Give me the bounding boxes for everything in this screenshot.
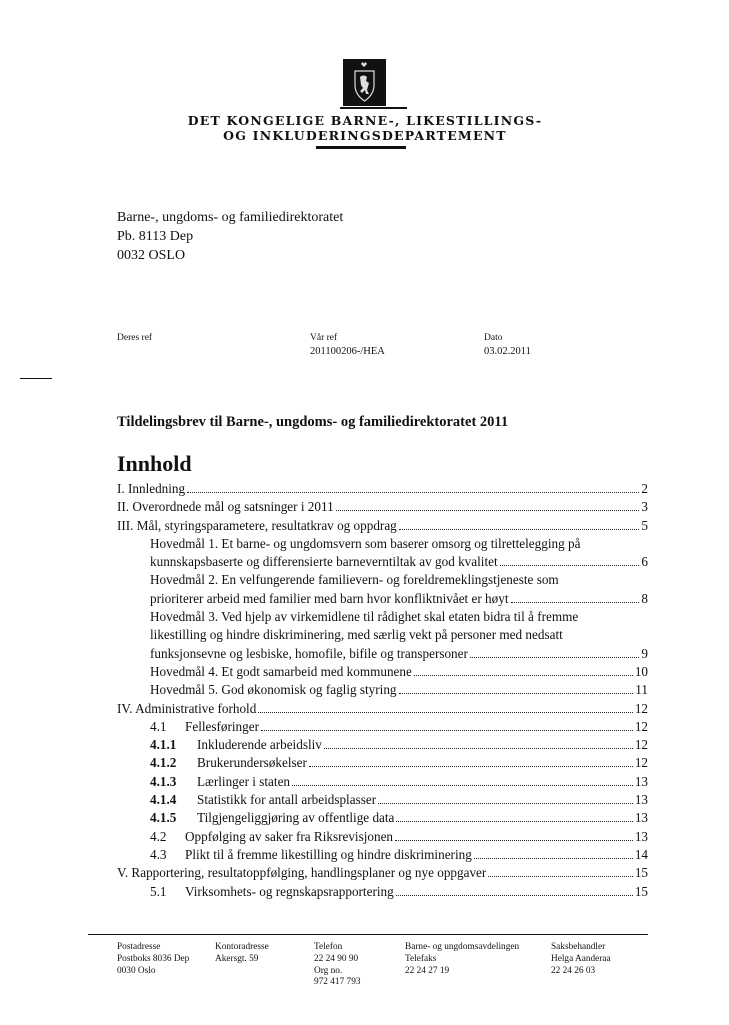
footer-avdeling [405,942,519,977]
toc-entry-page: 15 [634,865,648,881]
ministry-name [150,113,580,143]
toc-entry-text: Inkluderende arbeidsliv [197,737,322,753]
toc-entry-page: 3 [641,499,648,515]
toc-entry-5-1[interactable] [117,883,648,901]
footer-telefon [314,942,360,989]
header-rule-top [340,107,407,109]
toc-entry-text: Hovedmål 2. En velfungerende familievern- og foreldremeklingstjeneste som [150,572,559,588]
toc-entry-text: Virksomhets- og regnskapsrapportering [185,883,394,899]
toc-entry-text-cont: funksjonsevne og lesbiske, homofile, bifile og transpersoner [150,645,468,661]
toc-entry[interactable] [117,480,648,498]
toc-entry-4-3[interactable] [117,846,648,864]
fold-mark [20,378,52,379]
ministry-line-1: DET KONGELIGE BARNE-, LIKESTILLINGS- [187,113,543,128]
toc-entry[interactable] [117,498,648,516]
toc-entry-page: 5 [641,517,648,533]
toc-entry-text: Statistikk for antall arbeidsplasser [197,792,377,808]
footer-value: 0030 Oslo [117,965,156,976]
toc-entry-text: Brukerundersøkelser [197,755,307,771]
footer-value: 22 24 27 19 [405,965,450,976]
footer-value: Postboks 8036 Dep [117,953,190,964]
toc-entry-4-1-3[interactable] [117,773,648,791]
toc-entry-text: III. Mål, styringsparametere, resultatkrav og oppdrag [117,517,397,533]
recipient-city: 0032 OSLO [117,248,186,263]
toc-entry-number: 4.1.1 [150,737,177,753]
toc-entry-page: 13 [634,828,648,844]
toc-entry-4-1-2[interactable] [117,754,648,772]
toc-entry-page: 8 [641,590,648,606]
toc-entry-text: IV. Administrative forhold [117,700,257,716]
footer-kontoradresse [215,942,269,966]
toc-entry-number: 4.1.4 [150,792,177,808]
footer-rule [88,934,648,935]
toc-entry-4-1-5[interactable] [117,809,648,827]
footer-value: 22 24 26 03 [551,965,596,976]
toc-entry-number: 4.1.2 [150,755,177,771]
recipient-name: Barne-, ungdoms- og familiedirektoratet [117,210,344,225]
toc-entry-text: Hovedmål 5. God økonomisk og faglig styring [150,682,397,698]
recipient-box: Pb. 8113 Dep [117,229,194,244]
toc-entry-text: V. Rapportering, resultatoppfølging, handlingsplaner og nye oppgaver [117,865,487,881]
letter-subject: Tildelingsbrev til Barne-, ungdoms- og familiedirektoratet 2011 [117,414,509,430]
header-rule-bottom [316,146,406,149]
toc-entry-4-2[interactable] [117,828,648,846]
recipient-address [117,208,343,265]
footer-saksbehandler [551,942,611,977]
footer-label: Saksbehandler [551,942,606,952]
toc-entry-page: 10 [634,663,648,679]
toc-entry-hovedmal-2[interactable] [117,571,648,608]
toc-entry-page: 15 [634,883,648,899]
toc-entry-hovedmal-3[interactable] [117,608,648,663]
var-ref-value: 201100206-/HEA [310,346,385,357]
toc-entry-text-cont: prioriterer arbeid med familier med barn hvor konfliktnivået er høyt [150,590,509,606]
footer-label: Telefon [314,942,343,952]
toc-entry-page: 12 [634,755,648,771]
toc-entry-4-1-4[interactable] [117,791,648,809]
toc-entry-page: 11 [635,682,648,698]
dato-value: 03.02.2011 [484,346,531,357]
toc-entry-hovedmal-5[interactable] [117,681,648,699]
toc-entry[interactable] [117,864,648,882]
toc-entry-page: 12 [634,700,648,716]
toc-entry-text: Fellesføringer [185,718,259,734]
ministry-line-2: OG INKLUDERINGSDEPARTEMENT [223,128,507,143]
toc-entry-text: Hovedmål 4. Et godt samarbeid med kommunene [150,663,412,679]
toc-entry-text: Hovedmål 1. Et barne- og ungdomsvern som baserer omsorg og tilrettelegging på [150,535,581,551]
footer-value: 972 417 793 [314,977,361,988]
footer-value: 22 24 90 90 [314,953,359,964]
toc-entry-page: 13 [634,773,648,789]
var-ref-label: Vår ref [310,333,338,343]
toc-entry-4-1[interactable] [117,718,648,736]
footer-label: Org no. [314,965,343,976]
footer-value: Akersgt. 59 [215,953,259,964]
toc-entry-number: 4.1.5 [150,810,177,826]
toc-entry-text: Tilgjengeliggjøring av offentlige data [197,810,395,826]
toc-entry[interactable] [117,517,648,535]
toc-entry-text-cont: likestilling og hindre diskriminering, med særlig vekt på personer med nedsatt [150,627,563,643]
toc-entry-page: 12 [634,718,648,734]
toc-entry-text: II. Overordnede mål og satsninger i 2011 [117,499,334,515]
toc-entry[interactable] [117,700,648,718]
toc-entry-page: 2 [641,481,648,496]
toc-entry-number: 5.1 [150,883,167,899]
coat-of-arms-icon [343,59,386,106]
toc-entry-4-1-1[interactable] [117,736,648,754]
footer-label: Kontoradresse [215,942,269,952]
toc-entry-number: 4.1 [150,718,167,734]
toc-entry-page: 12 [634,737,648,753]
toc-entry-text: Lærlinger i staten [197,773,291,789]
toc-entry-page: 13 [634,810,648,826]
toc-entry-number: 4.3 [150,846,167,862]
dato-label: Dato [484,333,503,343]
footer-label: Barne- og ungdomsavdelingen [405,942,520,952]
toc-entry-number: 4.1.3 [150,773,177,789]
footer-label: Telefaks [405,953,437,964]
footer-label: Postadresse [117,942,161,952]
toc-entry-text: Oppfølging av saker fra Riksrevisjonen [185,828,394,844]
toc-entry-hovedmal-1[interactable] [117,535,648,572]
toc-entry-page: 13 [634,792,648,808]
toc-entry-hovedmal-4[interactable] [117,663,648,681]
footer-postadresse [117,942,189,977]
deres-ref-label: Deres ref [117,333,153,343]
toc-entry-number: 4.2 [150,828,167,844]
toc-entry-page: 14 [634,846,648,862]
toc-entry-text: Hovedmål 3. Ved hjelp av virkemidlene til rådighet skal etaten bidra til å fremme [150,609,579,625]
toc-entry-text: I. Innledning [117,481,186,496]
toc-entry-page: 9 [641,645,648,661]
table-of-contents [117,480,648,901]
toc-entry-page: 6 [641,554,648,570]
toc-title: Innhold [117,451,192,476]
footer-value: Helga Aanderaa [551,953,611,964]
toc-entry-text-cont: kunnskapsbaserte og differensierte barneverntiltak av god kvalitet [150,554,498,570]
toc-entry-text: Plikt til å fremme likestilling og hindre diskriminering [185,846,472,862]
